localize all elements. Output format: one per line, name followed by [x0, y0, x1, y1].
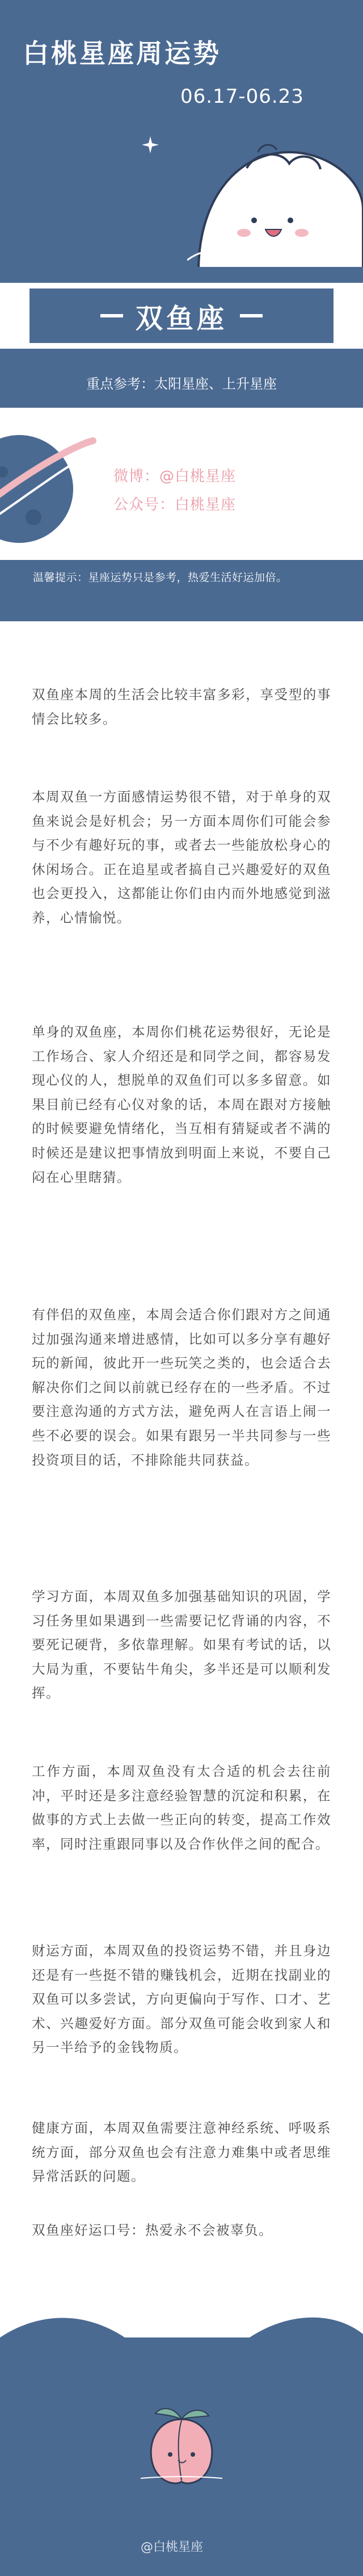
right-dash	[240, 314, 263, 317]
paragraph-intro: 双鱼座本周的生活会比较丰富多彩，享受型的事情会比较多。	[32, 687, 331, 727]
paragraph-study: 学习方面，本周双鱼多加强基础知识的巩固，学习任务里如果遇到一些需要记忆背诵的内容，不要死记硬背，多依靠理解。如果有考试的话，以大局为重，不要钻牛角尖，多半还是可以顺利发挥。	[32, 1588, 331, 1701]
peach-illustration	[141, 2402, 222, 2487]
paragraph-work: 工作方面，本周双鱼没有太合适的机会去往前冲，平时还是多注意经验智慧的沉淀和积累，在做事的方式上去做一些正向的转变，提高工作效率，同时注重跟同事以及合作伙伴之间的配合。	[32, 1763, 331, 1852]
sign-banner	[0, 283, 363, 349]
cloud-mascot-illustration	[187, 129, 363, 267]
paragraph-overview: 本周双鱼一方面感情运势很不错，对于单身的双鱼来说会是好机会；另一方面本周你们可能会参与不少有趣好玩的事，或者去一些能放松身心的休闲场合。正在追星或者搞自己兴趣爱好的双鱼也会更投入，这都能让你们由内而外地感觉到滋养，心情愉悦。	[32, 789, 331, 926]
date-range: 06.17-06.23	[180, 85, 304, 108]
footer-watermark: @白桃星座	[141, 2540, 204, 2554]
warm-tip: 温馨提示：星座运势只是参考，热爱生活好运加倍。	[33, 571, 288, 584]
sign-banner-inner	[29, 288, 334, 343]
weibo-account: 微博：@白桃星座	[113, 468, 237, 485]
info-card	[0, 408, 363, 560]
sparkle-icon	[142, 136, 159, 153]
paragraph-wealth: 财运方面，本周双鱼的投资运势不错，并且身边还是有一些挺不错的赚钱机会，近期在找副业的双鱼可以多尝试，方向更偏向于写作、口才、艺术、兴趣爱好方面。部分双鱼可能会收到家人和另一半给予的金钱物质。	[32, 1943, 331, 2056]
header	[0, 0, 363, 267]
paragraph-slogan: 双鱼座好运口号：热爱永不会被辜负。	[32, 2222, 273, 2238]
paragraph-single: 单身的双鱼座，本周你们桃花运势很好，无论是工作场合、家人介绍还是和同学之间，都容易发现心仪的人，想脱单的双鱼们可以多多留意。如果目前已经有心仪对象的话，本周在跟对方接触的时候要避免情绪化，当互相有猜疑或者不满的时候还是建议把事情放到明面上来说，不要自己闷在心里瞎猜。	[32, 1024, 331, 1185]
paragraph-couple: 有伴侣的双鱼座，本周会适合你们跟对方之间通过加强沟通来增进感情，比如可以多分享有趣好玩的新闻，彼此开一些玩笑之类的，也会适合去解决你们之间以前就已经存在的一些矛盾。不过要注意沟通的方式方法，避免两人在言语上闹一些不必要的误会。如果有跟另一半共同参与一些投资项目的话，不排除能共同获益。	[32, 1307, 331, 1468]
planet-illustration	[0, 418, 99, 560]
focus-reference: 重点参考：太阳星座、上升星座	[86, 376, 277, 392]
page-title: 白桃星座周运势	[23, 38, 221, 69]
wechat-account: 公众号：白桃星座	[113, 496, 237, 513]
left-dash	[100, 314, 123, 317]
paragraph-health: 健康方面，本周双鱼需要注意神经系统、呼吸系统方面，部分双鱼也会有注意力难集中或者思维异常活跃的问题。	[32, 2120, 331, 2185]
sign-name: 双鱼座	[135, 302, 227, 334]
